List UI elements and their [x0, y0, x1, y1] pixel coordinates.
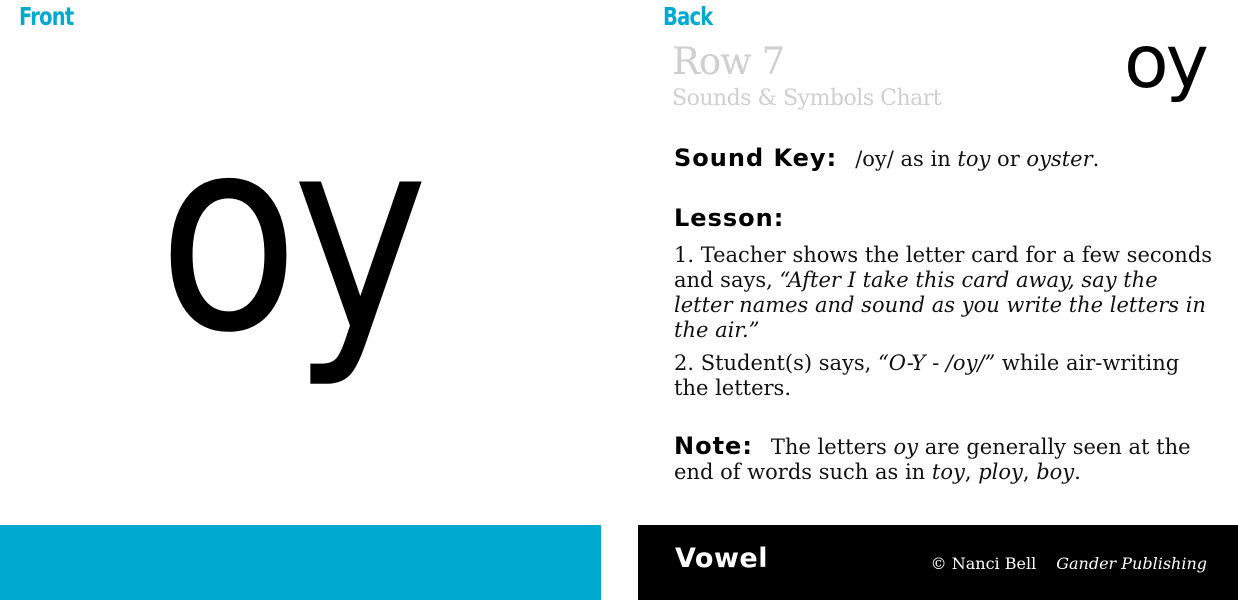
note	[674, 434, 1214, 485]
lesson-step-2-quote: “O-Y - /oy/”	[878, 351, 996, 375]
note-sep-1: ,	[964, 460, 979, 484]
lesson-step-1-quote: “After I take this card away, say the letter names and sound as you write the letters in the air.”	[674, 268, 1206, 342]
note-end: .	[1074, 460, 1081, 484]
note-letters: oy	[893, 435, 919, 459]
back-label: Back	[663, 2, 713, 31]
lesson-step-2-end: while air-writing the letters.	[674, 351, 1180, 400]
front-label: Front	[19, 2, 74, 31]
row-subtitle: Sounds & Symbols Chart	[672, 86, 942, 111]
corner-letters: oy	[1124, 20, 1206, 105]
lesson-step-2	[674, 351, 1214, 401]
note-text-1: The letters	[770, 435, 894, 459]
category-label: Vowel	[675, 543, 768, 574]
sound-key-example-2: oyster	[1026, 147, 1093, 171]
lesson-step-1	[674, 243, 1214, 343]
note-word-2: ploy	[978, 460, 1023, 484]
lesson-step-1-text: 1. Teacher shows the letter card for a few seconds and says,	[674, 243, 1213, 292]
front-accent-bar	[0, 525, 601, 600]
copyright-text: © Nanci Bell	[930, 554, 1037, 573]
back-footer-bar	[638, 525, 1238, 600]
back-card	[638, 0, 1238, 600]
front-card	[0, 0, 601, 600]
sound-key-end: .	[1092, 147, 1100, 171]
sound-key-example-1: toy	[957, 147, 991, 171]
publisher-name: Gander Publishing	[1056, 554, 1207, 573]
sound-key	[674, 146, 1214, 172]
note-text-2: are generally seen at the end of words such as in	[674, 435, 1191, 484]
lesson-step-2-text: 2. Student(s) says,	[674, 351, 879, 375]
sound-key-text: /oy/ as in	[855, 147, 958, 171]
row-title: Row 7	[672, 40, 785, 83]
sound-key-label: Sound Key:	[674, 144, 838, 172]
lesson-heading: Lesson:	[674, 204, 785, 232]
note-label: Note:	[674, 432, 753, 460]
front-letters: oy	[158, 80, 422, 392]
note-word-1: toy	[931, 460, 965, 484]
note-sep-2: ,	[1022, 460, 1037, 484]
sound-key-connector: or	[990, 147, 1027, 171]
footer-credits	[931, 554, 1207, 573]
note-word-3: boy	[1036, 460, 1075, 484]
